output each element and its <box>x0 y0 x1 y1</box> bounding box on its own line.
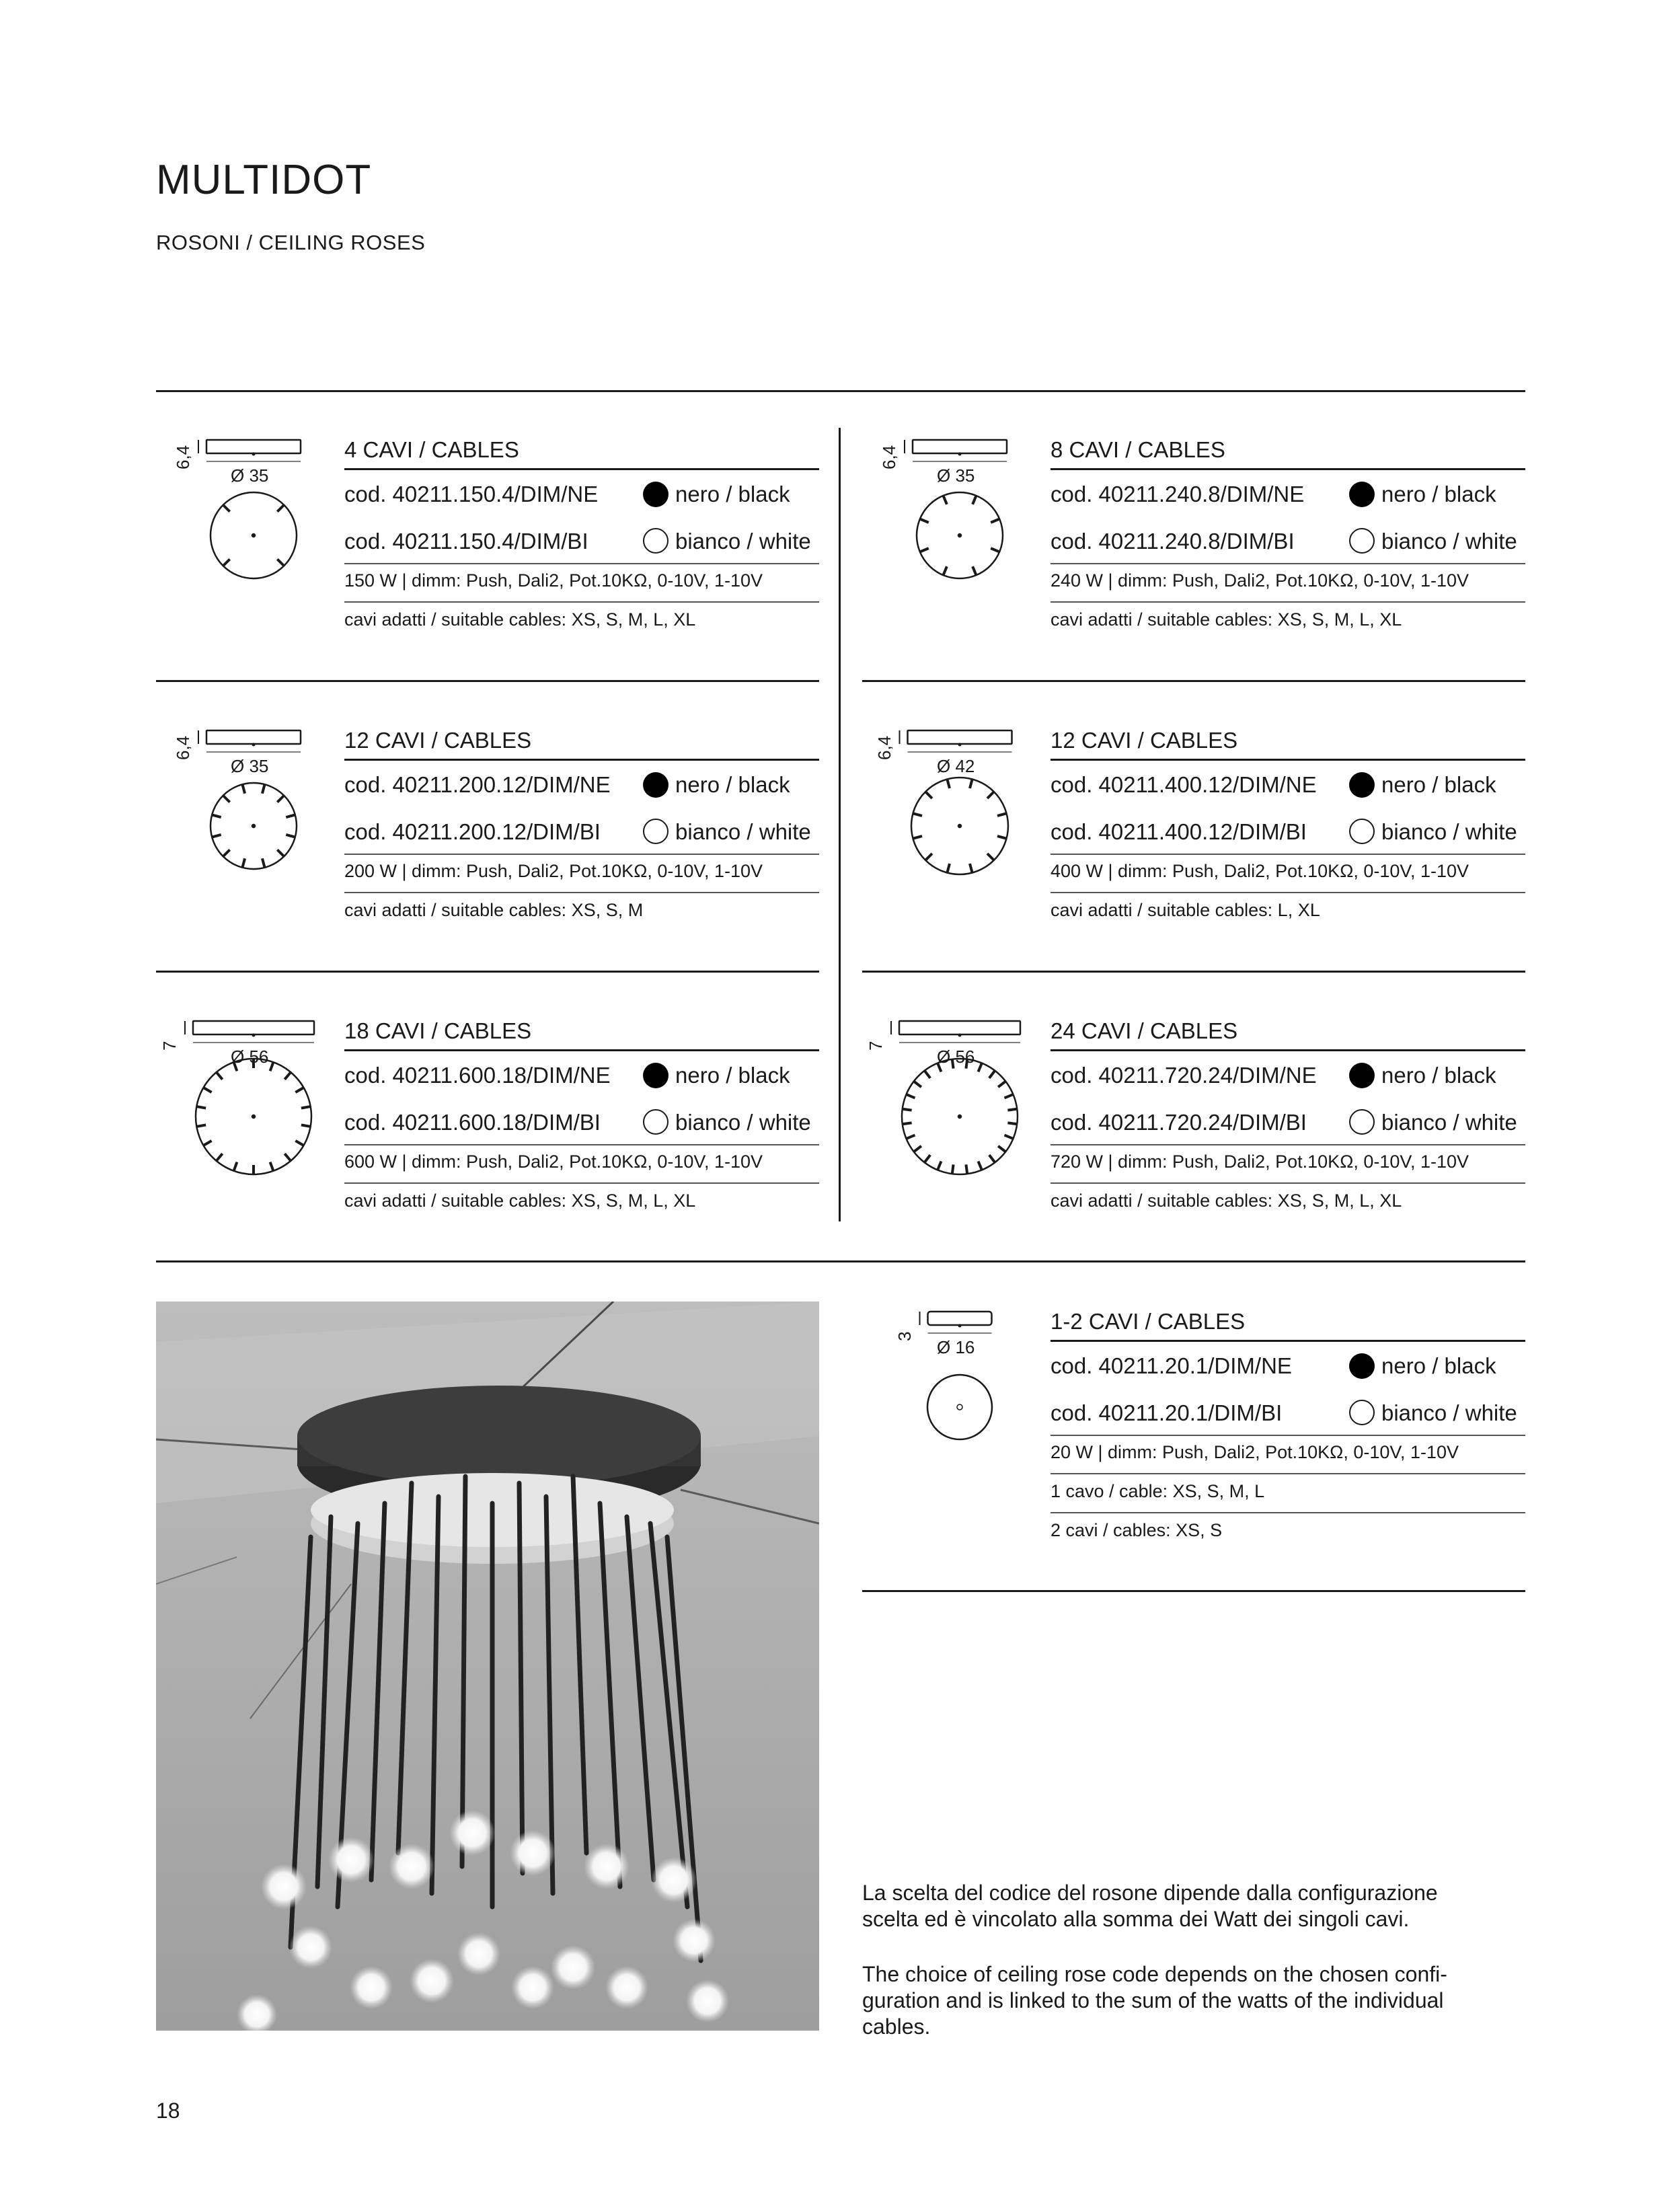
row3-rule <box>156 1260 1525 1262</box>
row1-right-rule <box>862 680 1525 682</box>
cable-tick <box>277 796 284 802</box>
cable-tick <box>925 1071 931 1078</box>
product-block-24-cables <box>862 1009 1525 1231</box>
code-white: cod. 40211.720.24/DIM/BI <box>1051 1110 1307 1135</box>
code-black: cod. 40211.400.12/DIM/NE <box>1051 772 1317 797</box>
cable-tick <box>270 1162 274 1171</box>
single-block-rule <box>862 1590 1525 1592</box>
code-black: cod. 40211.240.8/DIM/NE <box>1051 482 1305 506</box>
rosette-drawing <box>156 1009 338 1231</box>
product-block-12-cables-42 <box>862 718 1525 940</box>
block-heading: 12 CAVI / CABLES <box>344 728 532 753</box>
height-dimension: 3 <box>894 1331 915 1341</box>
cable-tick <box>952 1164 954 1174</box>
code-black: cod. 40211.720.24/DIM/NE <box>1051 1063 1317 1088</box>
product-block-4-cables <box>156 428 819 650</box>
cable-tick <box>1007 1109 1017 1110</box>
note-english <box>862 1961 1521 2040</box>
heading-rule <box>344 1049 819 1051</box>
height-dimension: 6,4 <box>879 445 899 469</box>
cable-tick <box>913 836 922 839</box>
cable-tick <box>991 548 999 552</box>
label-black: nero / black <box>1381 772 1496 797</box>
codes-rule <box>1051 854 1525 855</box>
label-white: bianco / white <box>1381 1400 1517 1425</box>
cable-tick <box>947 779 950 788</box>
page-number: 18 <box>156 2099 180 2123</box>
product-block-8-cables <box>862 428 1525 650</box>
specs-rule <box>344 892 819 893</box>
cable-tick <box>920 548 929 552</box>
chandelier-illustration <box>156 1302 819 2031</box>
code-white: cod. 40211.150.4/DIM/BI <box>344 529 588 554</box>
black-swatch-icon <box>1349 1353 1375 1379</box>
label-white: bianco / white <box>675 529 811 554</box>
label-white: bianco / white <box>1381 819 1517 844</box>
rosette-drawing <box>156 428 338 650</box>
cable-tick <box>989 1155 995 1162</box>
cable-tick <box>223 505 230 512</box>
cable-tick <box>286 835 295 837</box>
note-it-line-2: scelta ed è vincolato alla somma dei Watt dei singoli cavi. <box>862 1907 1410 1931</box>
cable-tick <box>212 815 221 817</box>
cable-tick <box>1007 1123 1017 1124</box>
specs-rule <box>344 1182 819 1184</box>
cable-tick <box>925 792 932 798</box>
page-title: MULTIDOT <box>156 157 372 203</box>
cable-tick <box>907 1094 915 1098</box>
label-black: nero / black <box>1381 1063 1496 1088</box>
specs-rule <box>1051 892 1525 893</box>
rosette-drawing <box>862 1299 1044 1521</box>
side-profile <box>206 440 301 453</box>
suitable-cables: cavi adatti / suitable cables: L, XL <box>1051 900 1320 920</box>
code-white: cod. 40211.20.1/DIM/BI <box>1051 1400 1283 1425</box>
cable-tick <box>997 836 1007 839</box>
technical-drawing <box>862 1009 1044 1231</box>
height-dimension: 7 <box>866 1041 886 1051</box>
cable-tick <box>242 858 245 868</box>
top-rule <box>156 390 1525 392</box>
cable-tick <box>223 796 230 802</box>
black-swatch-icon <box>1349 482 1375 507</box>
cable-tick <box>301 1125 311 1127</box>
cable-tick <box>970 864 972 873</box>
row2-left-rule <box>156 971 819 973</box>
side-profile <box>908 730 1012 744</box>
cable-tick <box>987 854 994 860</box>
cable-tick <box>295 1141 303 1145</box>
rosette-drawing <box>862 1009 1044 1231</box>
cable-tick <box>262 784 265 794</box>
cable-tick <box>903 1109 912 1110</box>
height-dimension: 7 <box>159 1041 180 1051</box>
cable-tick <box>295 1088 303 1092</box>
cable-tick <box>277 559 284 566</box>
black-swatch-icon <box>1349 772 1375 798</box>
cable-tick <box>196 1106 206 1108</box>
cable-tick <box>966 1164 967 1174</box>
rosette-drawing <box>156 718 338 940</box>
height-dimension: 6,4 <box>173 445 193 469</box>
cable-tick <box>998 1146 1005 1152</box>
cable-tick <box>1005 1094 1014 1098</box>
codes-rule <box>344 854 819 855</box>
suitable-cables: cavi adatti / suitable cables: XS, S, M, L, XL <box>1051 1191 1402 1211</box>
product-block-12-cables-35 <box>156 718 819 940</box>
diameter-label: Ø 56 <box>231 1047 269 1067</box>
heading-rule <box>1051 759 1525 761</box>
specs-rule <box>1051 601 1525 603</box>
suitable-cables: cavi adatti / suitable cables: XS, S, M, L, XL <box>344 609 696 630</box>
cable-tick <box>217 1154 223 1161</box>
side-profile <box>193 1021 314 1034</box>
codes-rule <box>344 1144 819 1145</box>
cable-tick <box>997 813 1007 816</box>
cable-tick <box>991 519 999 523</box>
black-swatch-icon <box>643 772 669 798</box>
cable-tick <box>944 566 947 575</box>
label-white: bianco / white <box>1381 1110 1517 1135</box>
cable-tick <box>277 505 284 512</box>
cable-tick <box>217 1072 223 1080</box>
height-dimension: 6,4 <box>173 735 193 760</box>
cable-tick <box>242 784 245 794</box>
specs-text: 240 W | dimm: Push, Dali2, Pot.10KΩ, 0-10V, 1-10V <box>1051 570 1469 591</box>
specs-text: 20 W | dimm: Push, Dali2, Pot.10KΩ, 0-10V, 1-10V <box>1051 1442 1459 1462</box>
heading-rule <box>1051 1049 1525 1051</box>
specs-rule <box>1051 1182 1525 1184</box>
label-black: nero / black <box>675 772 790 797</box>
suitable-cables: cavi adatti / suitable cables: XS, S, M <box>344 900 644 920</box>
label-black: nero / black <box>1381 482 1496 506</box>
page-subtitle: ROSONI / CEILING ROSES <box>156 231 426 254</box>
code-black: cod. 40211.20.1/DIM/NE <box>1051 1353 1292 1378</box>
block-heading: 8 CAVI / CABLES <box>1051 437 1225 462</box>
label-black: nero / black <box>1381 1353 1496 1378</box>
black-swatch-icon <box>1349 1063 1375 1088</box>
codes-rule <box>1051 1435 1525 1436</box>
technical-drawing <box>156 718 338 940</box>
white-swatch-icon <box>643 528 669 554</box>
cable-tick <box>223 559 230 566</box>
cable-tick <box>913 813 922 816</box>
plan-view <box>927 1375 992 1439</box>
label-white: bianco / white <box>675 1110 811 1135</box>
product-photo <box>156 1302 819 2031</box>
rosette-drawing <box>862 718 1044 940</box>
diameter-label: Ø 56 <box>937 1047 975 1067</box>
code-black: cod. 40211.150.4/DIM/NE <box>344 482 599 506</box>
block-heading: 18 CAVI / CABLES <box>344 1018 532 1043</box>
white-swatch-icon <box>1349 1109 1375 1135</box>
codes-rule <box>344 563 819 564</box>
technical-drawing <box>156 1009 338 1231</box>
row1-left-rule <box>156 680 819 682</box>
technical-drawing <box>862 428 1044 650</box>
cable-tick <box>903 1123 912 1124</box>
code-white: cod. 40211.600.18/DIM/BI <box>344 1110 601 1135</box>
diameter-label: Ø 16 <box>937 1337 975 1357</box>
cable-tick <box>998 1082 1005 1088</box>
technical-drawing <box>156 428 338 650</box>
cable-tick <box>301 1106 311 1108</box>
note-en-line-3: cables. <box>862 2014 931 2039</box>
technical-drawing <box>862 718 1044 940</box>
cable-tick <box>914 1146 921 1152</box>
cable-tick <box>223 850 230 856</box>
code-black: cod. 40211.200.12/DIM/NE <box>344 772 611 797</box>
cable-tick <box>262 858 265 868</box>
cable-tick <box>972 496 976 504</box>
cable-tick <box>1005 1135 1014 1139</box>
cable-tick <box>204 1141 212 1145</box>
cable-tick <box>938 1162 941 1170</box>
cable-tick <box>914 1082 921 1088</box>
codes-rule <box>1051 563 1525 564</box>
product-block-18-cables <box>156 1009 819 1231</box>
height-dimension: 6,4 <box>874 735 894 760</box>
cable-tick <box>979 1162 982 1170</box>
cable-tick <box>989 1071 995 1078</box>
white-swatch-icon <box>643 819 669 844</box>
block-heading: 24 CAVI / CABLES <box>1051 1018 1238 1043</box>
code-white: cod. 40211.400.12/DIM/BI <box>1051 819 1307 844</box>
block-heading: 12 CAVI / CABLES <box>1051 728 1238 753</box>
code-white: cod. 40211.200.12/DIM/BI <box>344 819 601 844</box>
specs-text: 600 W | dimm: Push, Dali2, Pot.10KΩ, 0-10V, 1-10V <box>344 1152 763 1172</box>
block-heading: 1-2 CAVI / CABLES <box>1051 1309 1246 1334</box>
cable-tick <box>270 1062 274 1071</box>
cable-tick <box>196 1125 206 1127</box>
codes-rule <box>1051 1144 1525 1145</box>
label-white: bianco / white <box>675 819 811 844</box>
technical-drawing <box>862 1299 1044 1521</box>
white-swatch-icon <box>1349 528 1375 554</box>
label-black: nero / black <box>675 1063 790 1088</box>
side-profile <box>913 440 1007 453</box>
diameter-label: Ø 35 <box>937 465 975 486</box>
cable-tick <box>979 1063 982 1072</box>
note-en-line-2: guration and is linked to the sum of the watts of the individual <box>862 1988 1444 2012</box>
white-swatch-icon <box>643 1109 669 1135</box>
side-profile <box>899 1021 1020 1034</box>
black-swatch-icon <box>643 1063 669 1088</box>
cable-tick <box>284 1072 291 1080</box>
specs-rule <box>1051 1473 1525 1474</box>
row2-right-rule <box>862 971 1525 973</box>
specs-rule <box>344 601 819 603</box>
cable-tick <box>234 1162 237 1171</box>
cable-tick <box>972 566 976 575</box>
specs-text: 720 W | dimm: Push, Dali2, Pot.10KΩ, 0-10V, 1-10V <box>1051 1152 1469 1172</box>
side-profile <box>928 1312 992 1325</box>
cable-tick <box>212 835 221 837</box>
cable-tick <box>920 519 929 523</box>
center-divider <box>839 428 841 1221</box>
side-profile <box>206 730 301 744</box>
cable-tick <box>907 1135 915 1139</box>
heading-rule <box>344 468 819 470</box>
specs-text: 150 W | dimm: Push, Dali2, Pot.10KΩ, 0-10V, 1-10V <box>344 570 763 591</box>
heading-rule <box>1051 468 1525 470</box>
diameter-label: Ø 42 <box>937 756 975 776</box>
note-italian <box>862 1880 1521 1932</box>
black-swatch-icon <box>643 482 669 507</box>
note-en-line-1: The choice of ceiling rose code depends on the chosen confi- <box>862 1962 1447 1986</box>
code-white: cod. 40211.240.8/DIM/BI <box>1051 529 1295 554</box>
white-swatch-icon <box>1349 1400 1375 1425</box>
white-swatch-icon <box>1349 819 1375 844</box>
note-it-line-1: La scelta del codice del rosone dipende dalla configurazione <box>862 1881 1438 1905</box>
diameter-label: Ø 35 <box>231 756 269 776</box>
label-black: nero / black <box>675 482 790 506</box>
cable-tick <box>947 864 950 873</box>
suitable-cables: cavi adatti / suitable cables: XS, S, M, L, XL <box>344 1191 696 1211</box>
cable-tick <box>286 815 295 817</box>
cable-tick <box>204 1088 212 1092</box>
specs-text: 200 W | dimm: Push, Dali2, Pot.10KΩ, 0-10V, 1-10V <box>344 861 763 881</box>
cable-tick <box>284 1154 291 1161</box>
cable-tick <box>925 854 932 860</box>
rosette-drawing <box>862 428 1044 650</box>
cable-tick <box>925 1155 931 1162</box>
suitable-cables: 1 cavo / cable: XS, S, M, L <box>1051 1481 1265 1501</box>
heading-rule <box>344 759 819 761</box>
cable-tick <box>970 779 972 788</box>
product-block-1-2-cables <box>862 1299 1525 1569</box>
cable-tick <box>277 850 284 856</box>
specs-text: 400 W | dimm: Push, Dali2, Pot.10KΩ, 0-10V, 1-10V <box>1051 861 1469 881</box>
cable-tick <box>987 792 994 798</box>
suitable-cables-2: 2 cavi / cables: XS, S <box>1051 1520 1223 1540</box>
suitable-cables: cavi adatti / suitable cables: XS, S, M, L, XL <box>1051 609 1402 630</box>
heading-rule <box>1051 1340 1525 1342</box>
diameter-label: Ø 35 <box>231 465 269 486</box>
cable-tick <box>944 496 947 504</box>
cables-rule <box>1051 1512 1525 1513</box>
block-heading: 4 CAVI / CABLES <box>344 437 519 462</box>
code-black: cod. 40211.600.18/DIM/NE <box>344 1063 611 1088</box>
label-white: bianco / white <box>1381 529 1517 554</box>
